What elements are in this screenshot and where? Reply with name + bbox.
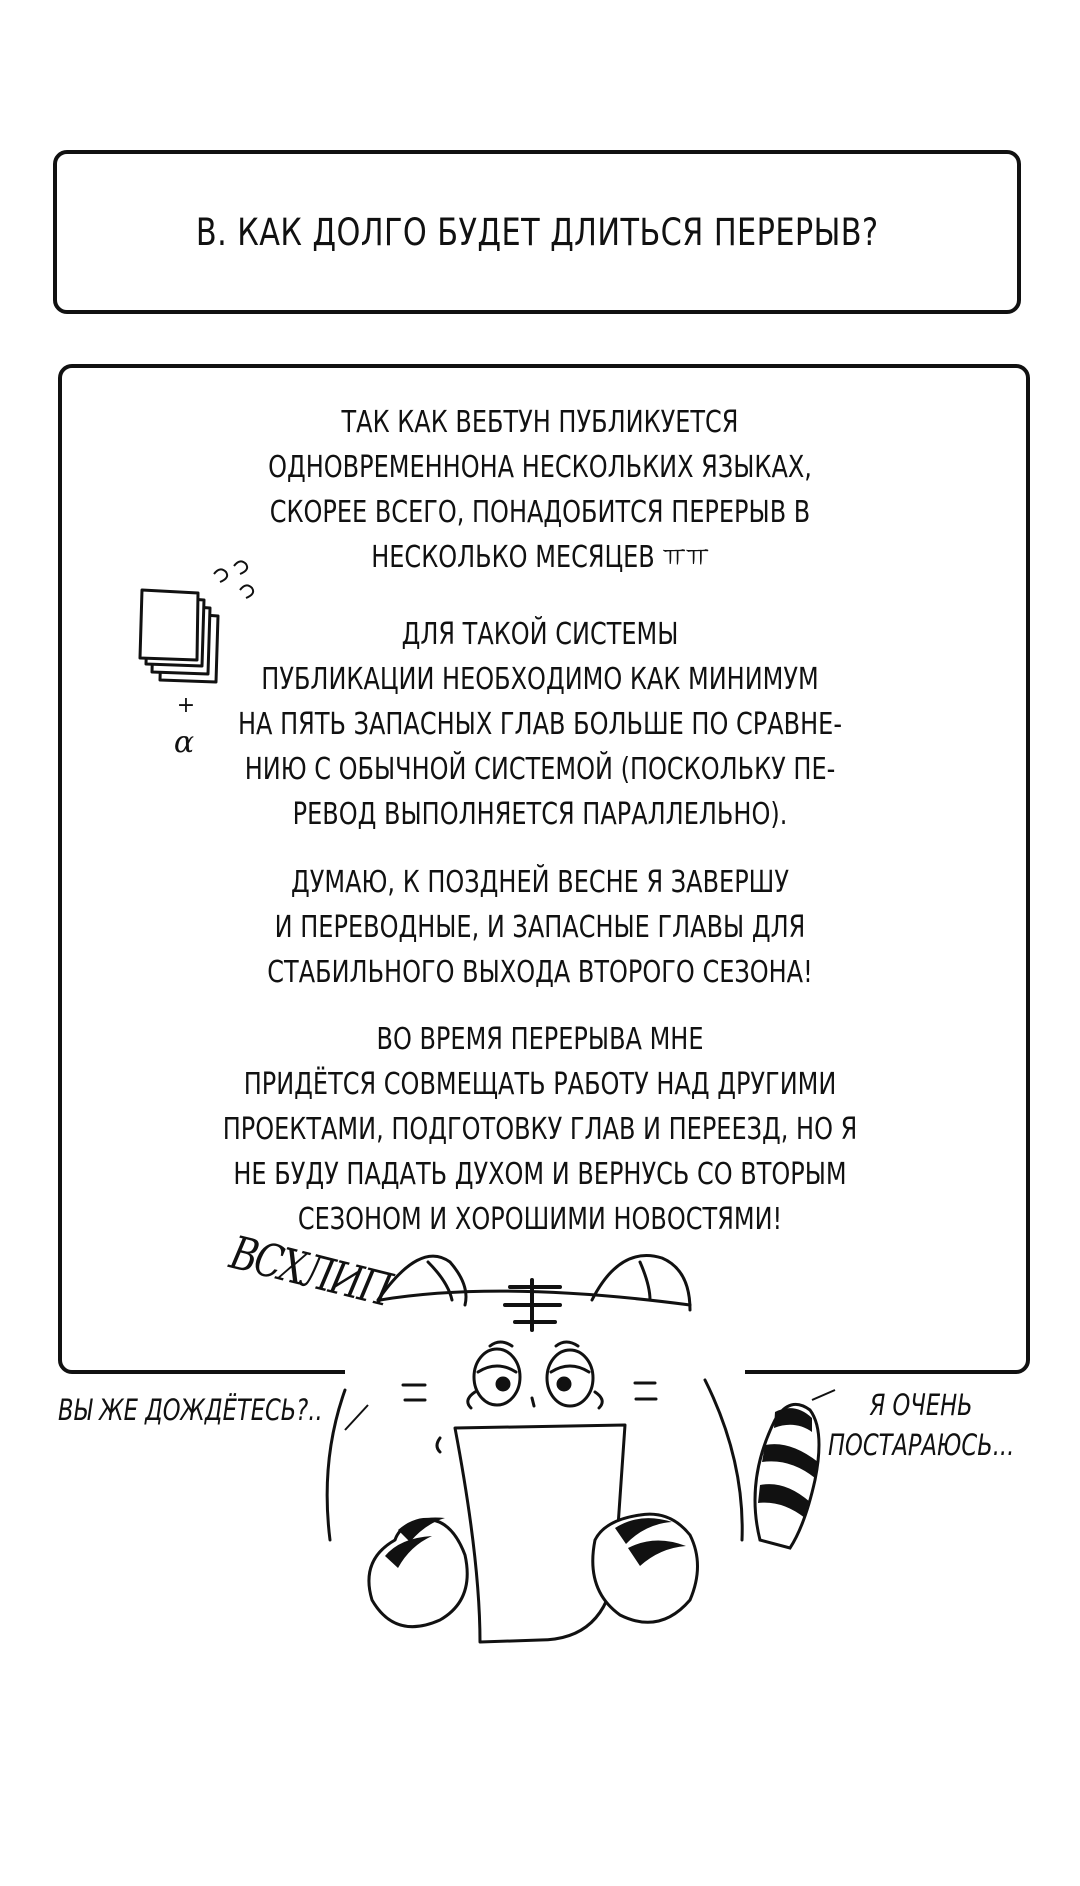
doodle-note-alpha: α bbox=[173, 725, 195, 760]
speech-left: ВЫ ЖЕ ДОЖДЁТЕСЬ?.. bbox=[58, 1393, 323, 1427]
text-line: СЕЗОНОМ И ХОРОШИМИ НОВОСТЯМИ! bbox=[297, 1202, 783, 1237]
text-line: НЕ БУДУ ПАДАТЬ ДУХОМ И ВЕРНУСЬ СО ВТОРЫМ bbox=[233, 1157, 847, 1192]
text-line: РЕВОД ВЫПОЛНЯЕТСЯ ПАРАЛЛЕЛЬНО). bbox=[292, 797, 788, 832]
right-paw bbox=[593, 1514, 698, 1622]
speech-right-line: ПОСТАРАЮСЬ... bbox=[828, 1428, 1015, 1462]
text-line: ОДНОВРЕМЕННОНА НЕСКОЛЬКИХ ЯЗЫКАХ, bbox=[268, 450, 812, 485]
body-left bbox=[327, 1390, 345, 1540]
question-box bbox=[53, 150, 1021, 314]
text-line: ПРОЕКТАМИ, ПОДГОТОВКУ ГЛАВ И ПЕРЕЕЗД, НО Я bbox=[222, 1112, 858, 1147]
speech-right-line: Я ОЧЕНЬ bbox=[869, 1388, 973, 1422]
striped-tail bbox=[755, 1404, 819, 1548]
answer-paragraph-4 bbox=[140, 1017, 940, 1242]
text-line: СКОРЕЕ ВСЕГО, ПОНАДОБИТСЯ ПЕРЕРЫВ В bbox=[269, 495, 811, 530]
question-text: В. КАК ДОЛГО БУДЕТ ДЛИТЬСЯ ПЕРЕРЫВ? bbox=[195, 210, 879, 254]
text-line: ПРИДЁТСЯ СОВМЕЩАТЬ РАБОТУ НАД ДРУГИМИ bbox=[243, 1067, 837, 1102]
text-line: НИЮ С ОБЫЧНОЙ СИСТЕМОЙ (ПОСКОЛЬКУ ПЕ- bbox=[244, 752, 836, 787]
text-line: И ПЕРЕВОДНЫЕ, И ЗАПАСНЫЕ ГЛАВЫ ДЛЯ bbox=[274, 910, 806, 945]
left-paw bbox=[369, 1519, 467, 1626]
text-line: НА ПЯТЬ ЗАПАСНЫХ ГЛАВ БОЛЬШЕ ПО СРАВНЕ- bbox=[238, 707, 842, 742]
answer-paragraph-3 bbox=[140, 860, 940, 995]
paw-stripes bbox=[385, 1518, 686, 1569]
answer-paragraph-2 bbox=[140, 612, 940, 837]
held-paper bbox=[455, 1425, 625, 1642]
text-line: ТАК КАК ВЕБТУН ПУБЛИКУЕТСЯ bbox=[341, 405, 739, 440]
text-line: НЕСКОЛЬКО МЕСЯЦЕВ ㅠㅠ bbox=[371, 540, 709, 575]
doodle-note: + bbox=[176, 693, 196, 718]
speech-pointer-left bbox=[345, 1405, 368, 1430]
speech-right bbox=[828, 1385, 1014, 1465]
text-line: ВО ВРЕМЯ ПЕРЕРЫВА МНЕ bbox=[376, 1022, 704, 1057]
body-right bbox=[705, 1380, 742, 1540]
text-line: ДЛЯ ТАКОЙ СИСТЕМЫ bbox=[401, 617, 679, 652]
text-line: ДУМАЮ, К ПОЗДНЕЙ ВЕСНЕ Я ЗАВЕРШУ bbox=[291, 865, 789, 900]
text-line: ПУБЛИКАЦИИ НЕОБХОДИМО КАК МИНИМУМ bbox=[261, 662, 819, 697]
answer-paragraph-1 bbox=[140, 400, 940, 580]
text-line: СТАБИЛЬНОГО ВЫХОДА ВТОРОГО СЕЗОНА! bbox=[267, 955, 813, 990]
sound-effect: ВСХЛИП bbox=[224, 1225, 396, 1317]
